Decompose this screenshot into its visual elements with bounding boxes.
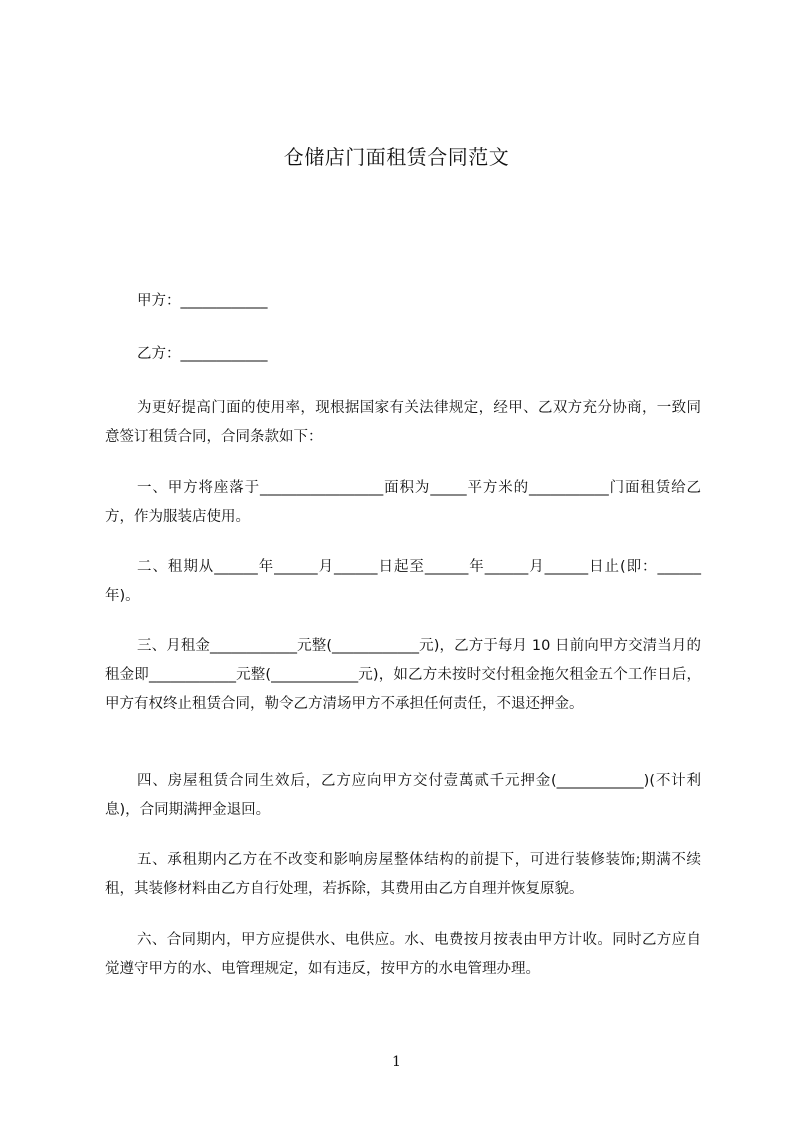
clause-5-paragraph: 五、承租期内乙方在不改变和影响房屋整体结构的前提下，可进行装修装饰;期满不续租，其装修材料由乙方自行处理，若拆除，其费用由乙方自理并恢复原貌。 bbox=[105, 852, 701, 897]
clause-6-paragraph: 六、合同期内，甲方应提供水、电供应。水、电费按月按表由甲方计收。同时乙方应自觉遵守甲方的水、电管理规定，如有违反，按甲方的水电管理办理。 bbox=[105, 932, 701, 977]
party-b-line: 乙方：____________ bbox=[137, 346, 268, 362]
clause-4-paragraph: 四、房屋租赁合同生效后，乙方应向甲方交付壹萬贰千元押金(____________)(不计利息)，合同期满押金退回。 bbox=[105, 773, 701, 818]
party-a-line: 甲方：____________ bbox=[137, 293, 268, 309]
document-title: 仓储店门面租赁合同范文 bbox=[283, 145, 510, 169]
page-number: 1 bbox=[392, 1054, 401, 1070]
intro-paragraph: 为更好提高门面的使用率，现根据国家有关法律规定，经甲、乙双方充分协商，一致同意签订租赁合同，合同条款如下： bbox=[105, 400, 701, 445]
clause-3-paragraph: 三、月租金____________元整(____________元)，乙方于每月 10 日前向甲方交清当月的租金即____________元整(____________元)，如乙方未按时交付租金拖欠租金五个工作日后，甲方有权终止租赁合同，勒令乙方清场甲方不承担任何责任，不退还押金。 bbox=[105, 638, 701, 712]
clause-1-paragraph: 一、甲方将座落于_________________面积为_____平方米的___________门面租赁给乙方，作为服装店使用。 bbox=[105, 480, 701, 525]
clause-2-paragraph: 二、租期从______年______月______日起至______年______月______日止(即：______年)。 bbox=[105, 559, 701, 604]
